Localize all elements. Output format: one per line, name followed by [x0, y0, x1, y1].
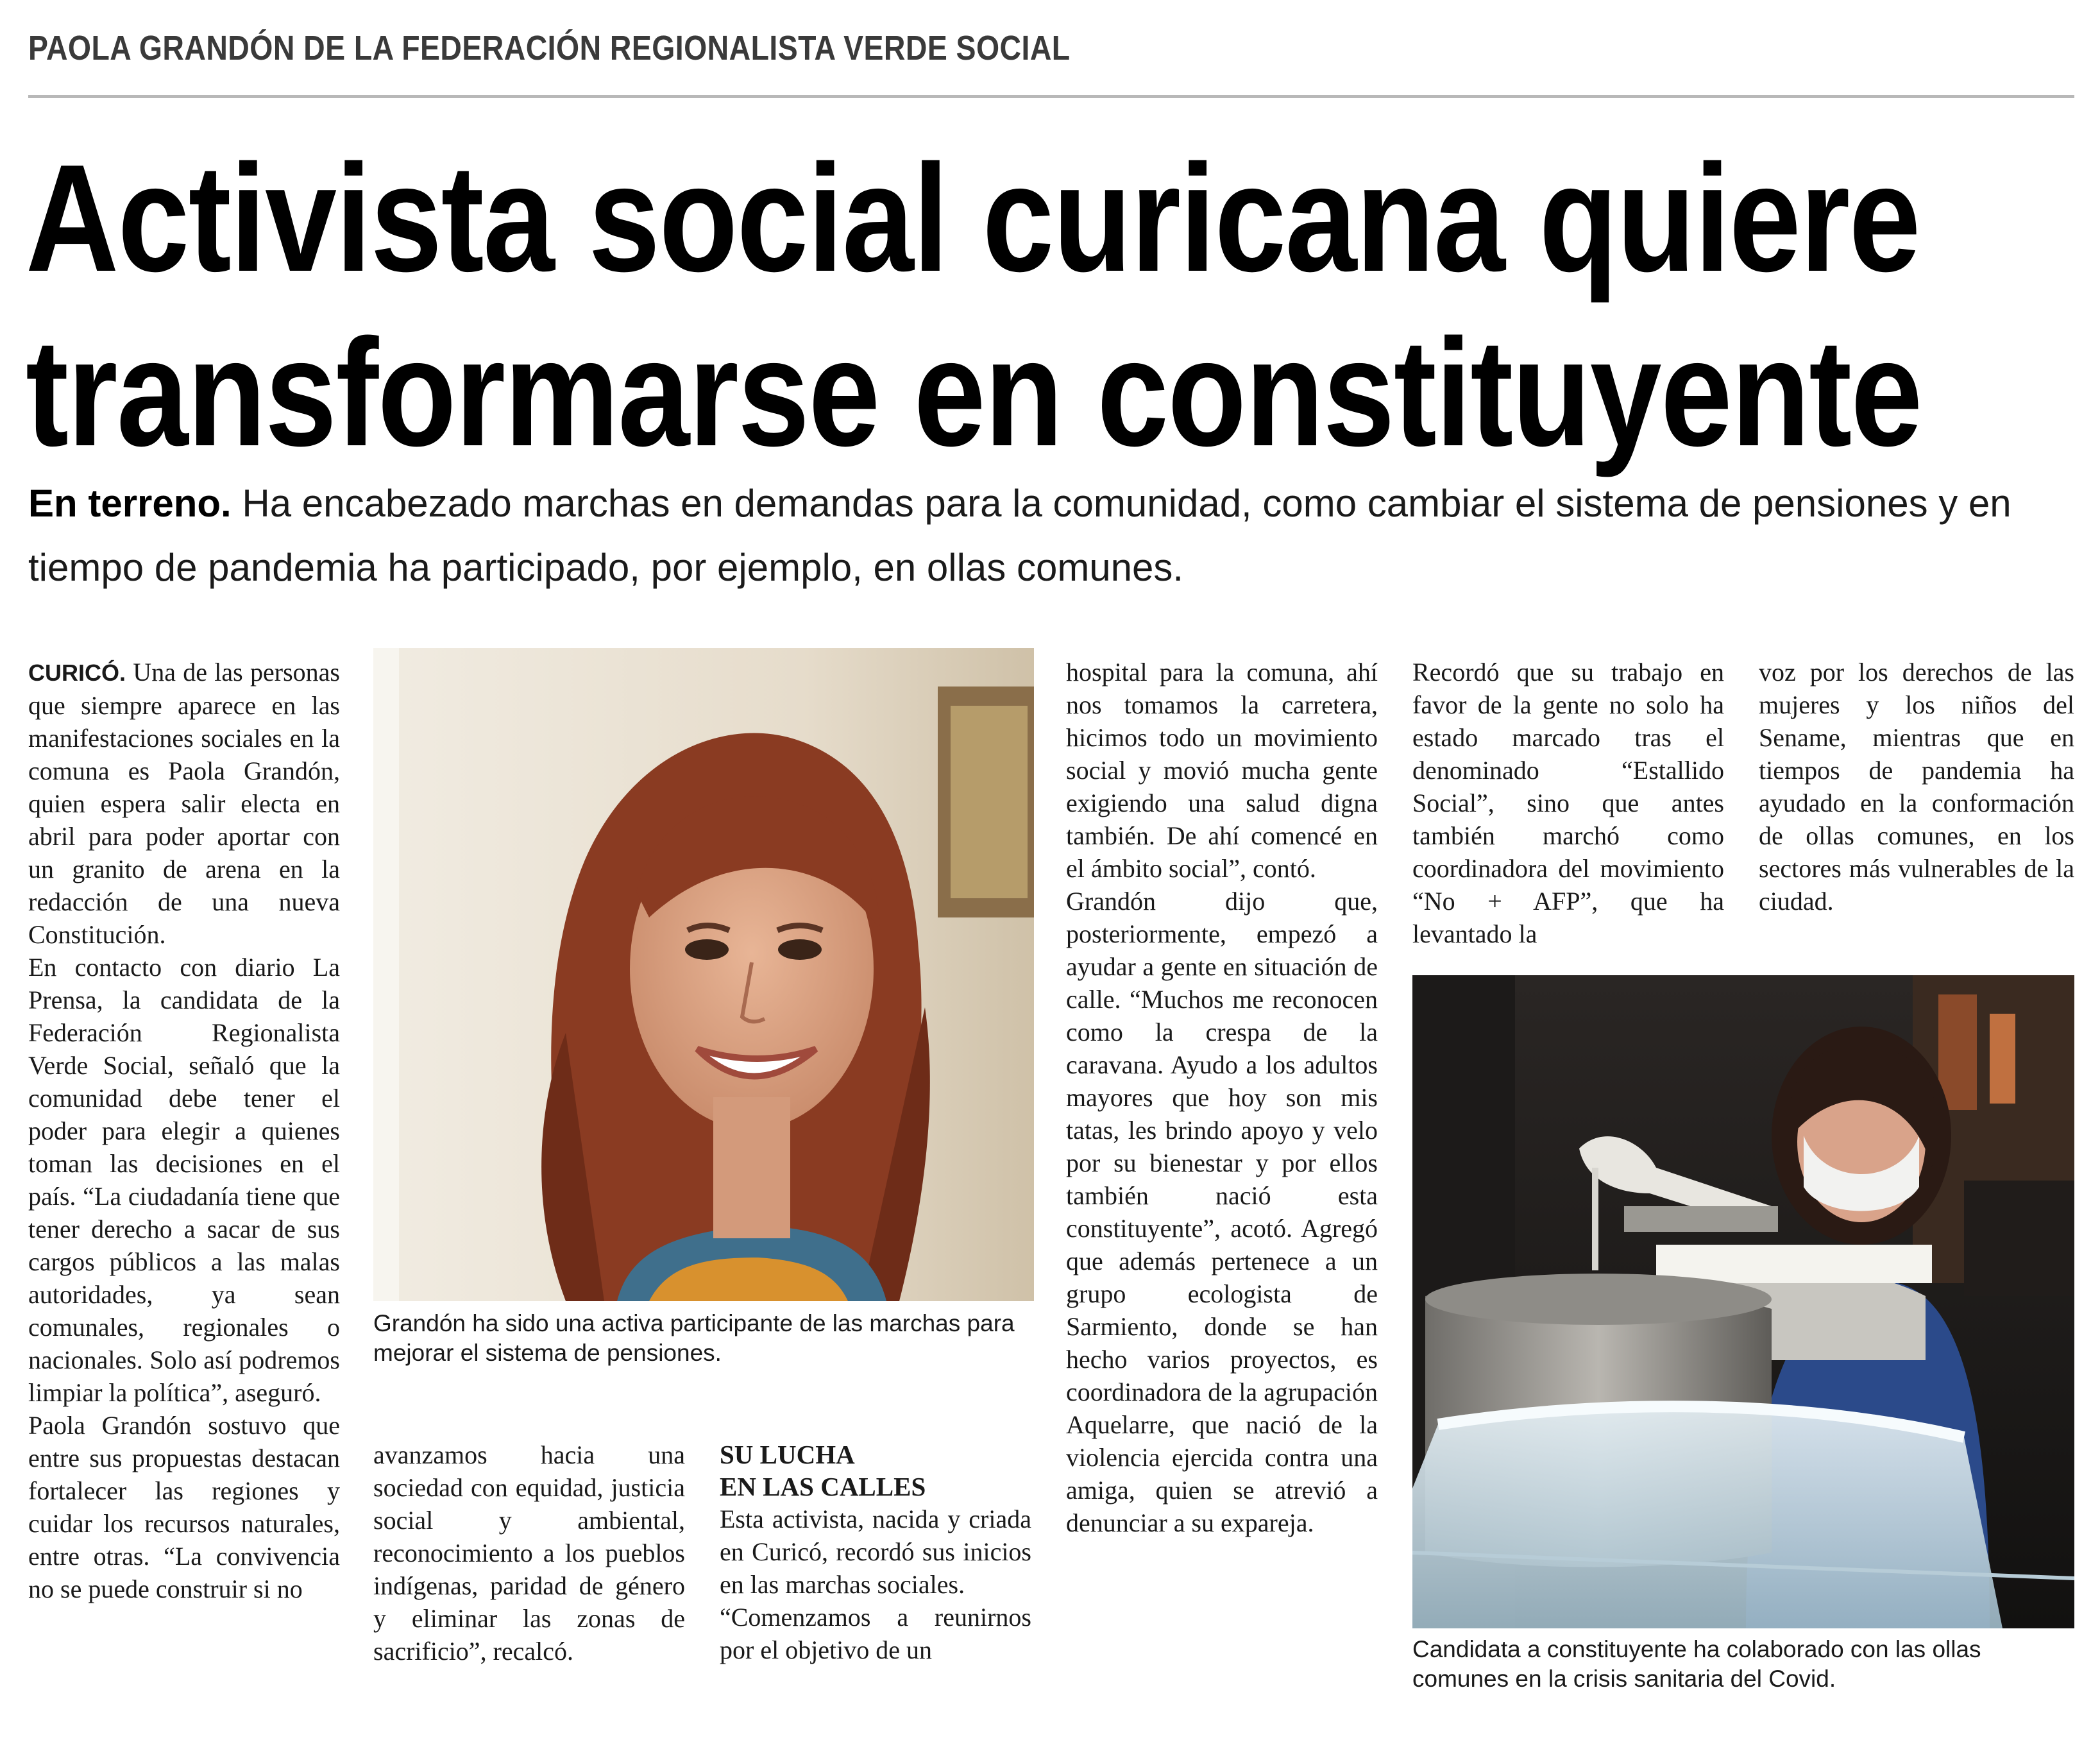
headline-line-1: Activista social curicana quiere [26, 133, 1920, 303]
col1-paragraph-2: En contacto con diario La Prensa, la candidata de la Federación Regionalista Verde Social, señaló que la comunidad debe tener el poder para elegir a quienes toman las decisiones en el país. “La ciudadanía tiene que tener derecho a sacar de sus cargos públicos a las malas autoridades, ya sean comunales, regionales o nacionales. Solo así podremos limpiar la política”, aseguró. [28, 953, 340, 1407]
col5-paragraph-1: Recordó que su trabajo en favor de la gente no solo ha estado marcado tras el denominado “Estallido Social”, sino que antes también marchó como coordinadora del movimiento “No + AFP”, que ha levantado la [1412, 658, 1724, 948]
kicker: PAOLA GRANDÓN DE LA FEDERACIÓN REGIONALISTA VERDE SOCIAL [28, 29, 1071, 67]
dateline: CURICÓ. [28, 660, 126, 686]
deck [28, 472, 2074, 600]
column-6 [1759, 656, 2074, 964]
column-2 [373, 1438, 685, 1708]
col4-paragraph-1: hospital para la comuna, ahí nos tomamos la carretera, hicimos todo un movimiento social y movió mucha gente exigiendo una salud digna también. De ahí comencé en el ámbito social”, contó. [1066, 658, 1378, 883]
col3-paragraph-2: “Comenzamos a reunirnos por el objetivo de un [720, 1603, 1031, 1664]
col1-paragraph-3: Paola Grandón sostuvo que entre sus propuestas destacan fortalecer las regiones y cuidar los recursos naturales, entre otras. “La convivencia no se puede construir si no [28, 1411, 340, 1603]
column-5 [1412, 656, 1724, 964]
col6-paragraph-1: voz por los derechos de las mujeres y los niños del Sename, mientras que en tiempos de pandemia ha ayudado en la conformación de ollas comunes, en los sectores más vulnerables de la ciudad. [1759, 658, 2074, 916]
soup-kitchen-caption: Candidata a constituyente ha colaborado con las ollas comunes en la crisis sanitaria del Covid. [1412, 1636, 1981, 1692]
column-3 [720, 1438, 1031, 1708]
deck-lead: En terreno. [28, 482, 232, 525]
col1-paragraph-1: CURICÓ. Una de las personas que siempre aparece en las manifestaciones sociales en la comuna es Paola Grandón, quien espera salir electa en abril para poder aportar con un granito de arena en la redacción de una nueva Constitución. [28, 658, 340, 949]
soup-kitchen-photo [1412, 975, 2074, 1628]
subhead: SU LUCHA EN LAS CALLES [720, 1440, 926, 1501]
column-4 [1066, 656, 1378, 1708]
headline-line-2: transformarse en constituyente [26, 308, 1922, 478]
col3-paragraph-1: Esta activista, nacida y criada en Curicó, recordó sus inicios en las marchas sociales. [720, 1505, 1031, 1599]
portrait-photo [373, 648, 1034, 1301]
portrait-caption: Grandón ha sido una activa participante de las marchas para mejorar el sistema de pensiones. [373, 1310, 1015, 1366]
col4-paragraph-2: Grandón dijo que, posteriormente, empezó a ayudar a gente en situación de calle. “Muchos me reconocen como la crespa de la caravana. Ayudo a los adultos mayores que hoy son mis tatas, les brindo apoyo y velo por su bienestar y por ellos también nació esta constituyente”, acotó. Agregó que además pertenece a un grupo ecologista de Sarmiento, donde se han hecho varios proyectos, es coordinadora de la agrupación Aquelarre, que nació de la violencia ejercida contra una amiga, quien se atrevió a denunciar a su expareja. [1066, 887, 1378, 1537]
column-1 [28, 656, 340, 1708]
col2-paragraph-1: avanzamos hacia una sociedad con equidad, justicia social y ambiental, reconocimiento a los pueblos indígenas, paridad de género y eliminar las zonas de sacrificio”, recalcó. [373, 1440, 685, 1666]
divider [28, 95, 2074, 98]
deck-text: Ha encabezado marchas en demandas para la comunidad, como cambiar el sistema de pensiones y en tiempo de pandemia ha participado, por ejemplo, en ollas comunes. [28, 482, 2011, 589]
headline [26, 132, 1922, 481]
